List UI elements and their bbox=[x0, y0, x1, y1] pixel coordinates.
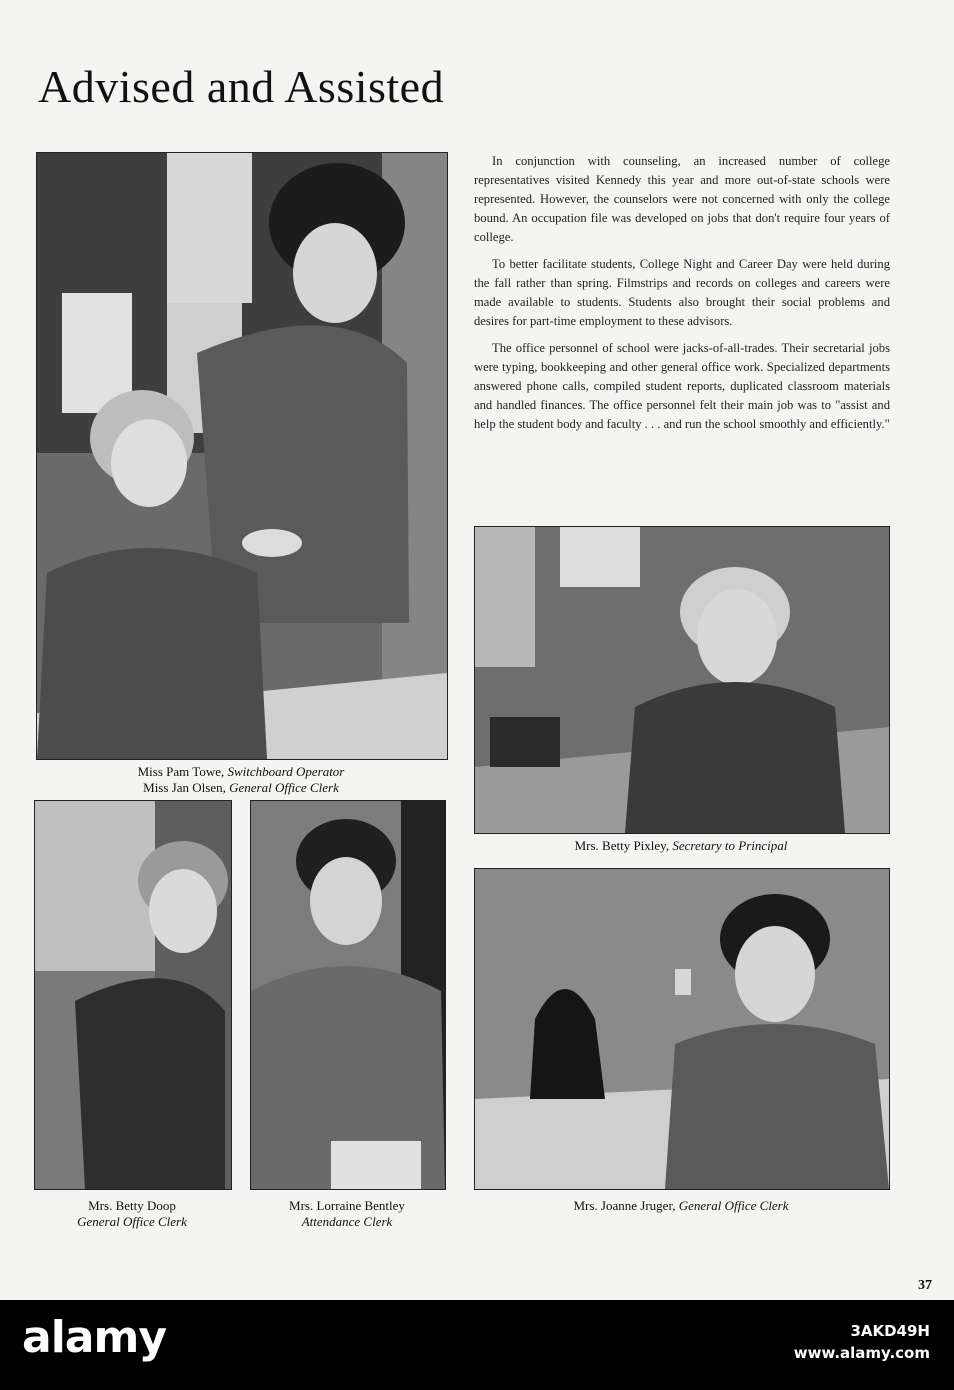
caption-bentley-name: Mrs. Lorraine Bentley bbox=[289, 1198, 405, 1213]
caption-towe-olsen bbox=[36, 764, 446, 796]
stock-image-id: 3AKD49H bbox=[850, 1322, 930, 1340]
caption-bentley-role: Attendance Clerk bbox=[301, 1214, 393, 1229]
caption-jruger-name: Mrs. Joanne Jruger, bbox=[573, 1198, 676, 1213]
caption-doop bbox=[34, 1198, 230, 1230]
caption-bentley bbox=[250, 1198, 444, 1230]
photo-bentley bbox=[250, 800, 446, 1190]
article-paragraph: The office personnel of school were jacks-of-all-trades. Their secretarial jobs were typing, bookkeeping and other general office work. Specialized departments answered phone calls, compiled student reports, duplicated classroom materials and handled finances. The office personnel felt their main job was to "assist and help the student body and faculty . . . and run the school smoothly and efficiently." bbox=[474, 341, 890, 431]
article-paragraph: To better facilitate students, College Night and Career Day were held during the fall rather than spring. Filmstrips and records on colleges and careers were made available to students. Students also brought their social problems and desires for part-time employment to these advisors. bbox=[474, 257, 890, 328]
photo-pixley bbox=[474, 526, 890, 834]
caption-towe-name: Miss Pam Towe, bbox=[137, 764, 225, 779]
caption-olsen-name: Miss Jan Olsen, bbox=[143, 780, 226, 795]
caption-pixley bbox=[474, 838, 888, 854]
page-title: Advised and Assisted bbox=[38, 61, 445, 112]
photo-towe-olsen bbox=[36, 152, 448, 760]
article-paragraph: In conjunction with counseling, an increased number of college representatives visited Kennedy this year and more out-of-state schools were represented. However, the counselors were not concerned with only the college bound. An occupation file was developed on jobs that don't require four years of college. bbox=[474, 154, 890, 244]
alamy-logo: alamy bbox=[22, 1312, 166, 1363]
page-number: 37 bbox=[918, 1278, 932, 1293]
caption-pixley-name: Mrs. Betty Pixley, bbox=[574, 838, 670, 853]
photo-jruger bbox=[474, 868, 890, 1190]
caption-towe-role: Switchboard Operator bbox=[227, 764, 345, 779]
caption-jruger bbox=[474, 1198, 888, 1214]
caption-doop-name: Mrs. Betty Doop bbox=[88, 1198, 176, 1213]
stock-url: www.alamy.com bbox=[793, 1344, 930, 1362]
caption-jruger-role: General Office Clerk bbox=[678, 1198, 789, 1213]
caption-doop-role: General Office Clerk bbox=[77, 1214, 187, 1229]
article-text bbox=[474, 152, 890, 442]
photo-doop bbox=[34, 800, 232, 1190]
caption-olsen-role: General Office Clerk bbox=[229, 780, 339, 795]
caption-pixley-role: Secretary to Principal bbox=[672, 838, 788, 853]
